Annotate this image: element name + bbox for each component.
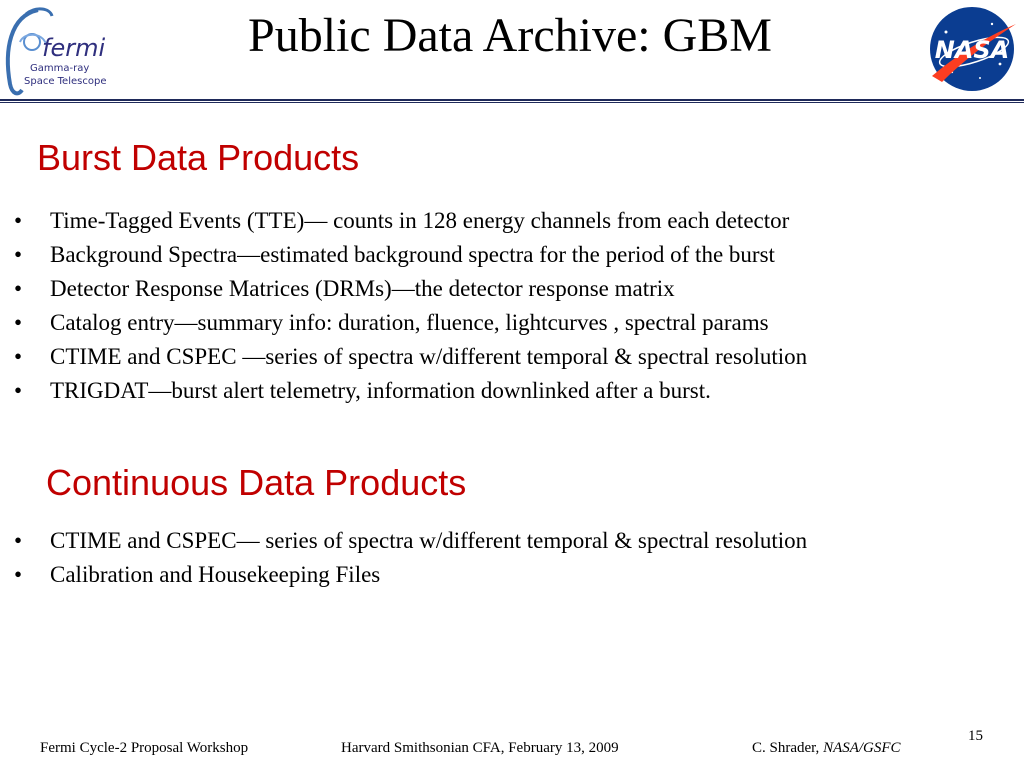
continuous-data-heading: Continuous Data Products xyxy=(46,462,467,503)
fermi-subtitle-line2: Space Telescope xyxy=(24,76,107,87)
bullet-item xyxy=(0,272,807,306)
slide-title: Public Data Archive: GBM xyxy=(248,9,772,62)
footer-author xyxy=(752,738,901,758)
bullet-item xyxy=(0,558,807,592)
bullet-dot: • xyxy=(14,276,23,301)
bullet-text: Background Spectra—estimated background spectra for the period of the burst xyxy=(50,242,775,267)
header-rule-thin xyxy=(0,102,1024,103)
bullet-item xyxy=(0,524,807,558)
bullet-item xyxy=(0,306,807,340)
continuous-bullet-list xyxy=(0,524,807,592)
bullet-dot: • xyxy=(14,310,23,335)
fermi-wordmark: fermi xyxy=(42,34,106,62)
nasa-logo-text: NASA xyxy=(934,36,1010,64)
bullet-text: TRIGDAT—burst alert telemetry, information downlinked after a burst. xyxy=(50,378,711,403)
bullet-item xyxy=(0,340,807,374)
page-number: 15 xyxy=(968,728,983,744)
burst-bullet-list xyxy=(0,204,807,408)
footer-workshop: Fermi Cycle-2 Proposal Workshop xyxy=(40,740,249,756)
bullet-text: Catalog entry—summary info: duration, fluence, lightcurves , spectral params xyxy=(50,310,769,335)
burst-data-heading: Burst Data Products xyxy=(37,137,360,178)
bullet-dot: • xyxy=(14,242,23,267)
bullet-item xyxy=(0,374,807,408)
fermi-subtitle-line1: Gamma-ray xyxy=(30,63,90,74)
footer-author-org: NASA/GSFC xyxy=(823,740,901,756)
bullet-text: Detector Response Matrices (DRMs)—the detector response matrix xyxy=(50,276,675,301)
nasa-logo xyxy=(922,2,1022,96)
bullet-text: Calibration and Housekeeping Files xyxy=(50,562,381,587)
bullet-dot: • xyxy=(14,528,23,553)
footer-author-name: C. Shrader, xyxy=(752,740,824,756)
bullet-item xyxy=(0,204,807,238)
fermi-logo xyxy=(2,2,120,98)
header-rule xyxy=(0,99,1024,101)
bullet-dot: • xyxy=(14,562,23,587)
bullet-text: Time-Tagged Events (TTE)— counts in 128 energy channels from each detector xyxy=(50,208,790,233)
bullet-item xyxy=(0,238,807,272)
bullet-dot: • xyxy=(14,344,23,369)
bullet-dot: • xyxy=(14,378,23,403)
bullet-text: CTIME and CSPEC— series of spectra w/different temporal & spectral resolution xyxy=(50,528,808,553)
nasa-meatball-icon xyxy=(922,2,1022,96)
bullet-dot: • xyxy=(14,208,23,233)
footer-venue-date: Harvard Smithsonian CFA, February 13, 2009 xyxy=(341,740,619,756)
bullet-text: CTIME and CSPEC —series of spectra w/different temporal & spectral resolution xyxy=(50,344,808,369)
